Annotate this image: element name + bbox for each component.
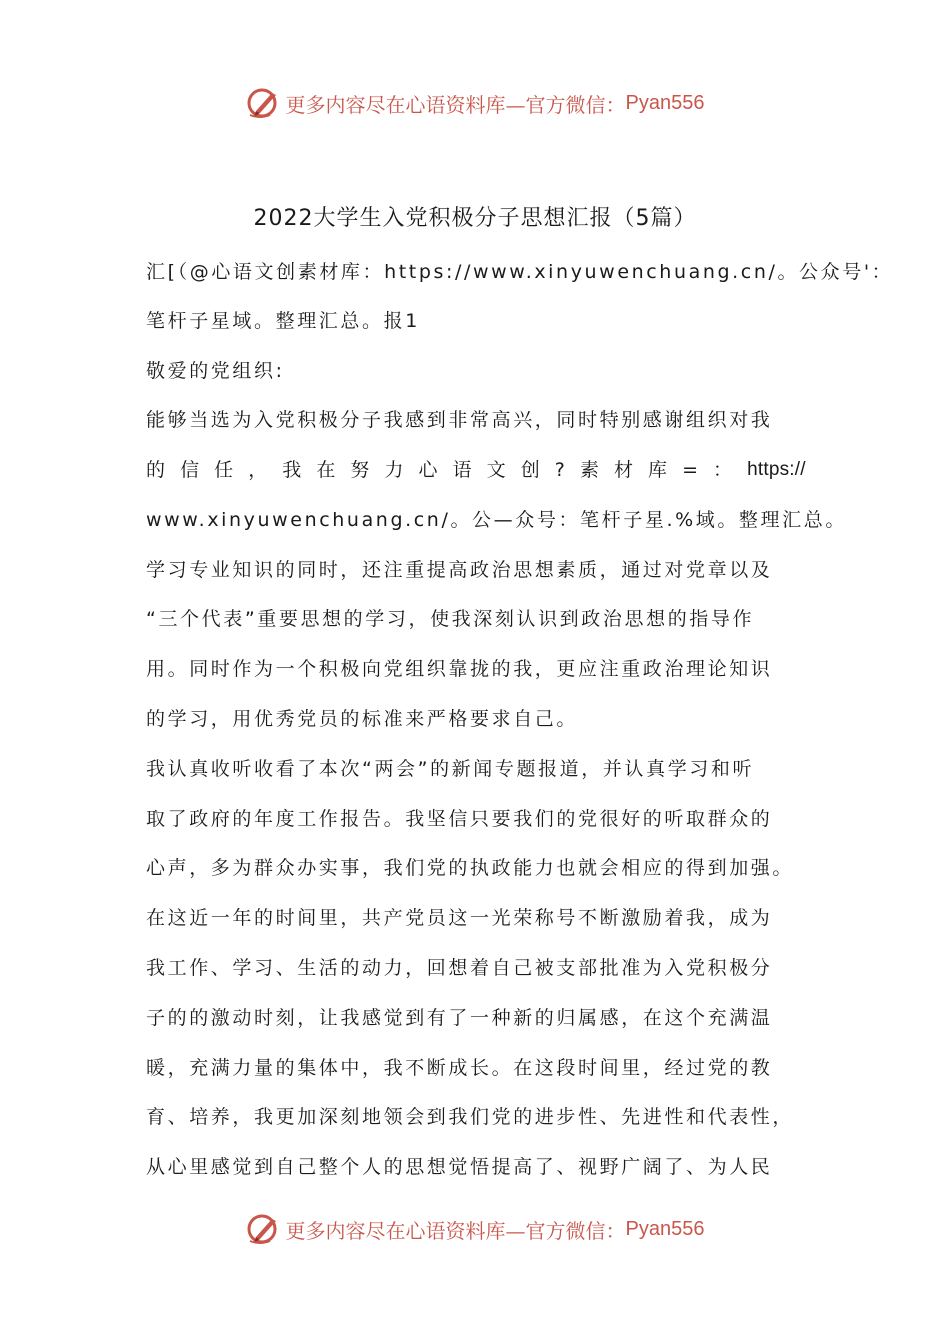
justified-char: 任 bbox=[214, 459, 234, 481]
body-line: 暖，充满力量的集体中，我不断成长。在这段时间里，经过党的教 bbox=[146, 1057, 773, 1079]
justified-char: ? bbox=[554, 459, 565, 481]
body-line: 我工作、学习、生活的动力，回想着自己被支部批准为入党积极分 bbox=[146, 957, 773, 979]
body-line: 心声，多为群众办实事，我们党的执政能力也就会相应的得到加强。 bbox=[146, 857, 795, 879]
justified-char: ， bbox=[248, 459, 268, 481]
justified-char: 素 bbox=[579, 459, 599, 481]
body-line: 敬爱的党组织: bbox=[146, 360, 285, 382]
body-line: 用。同时作为一个积极向党组织靠拢的我，更应注重政治理论知识 bbox=[146, 658, 773, 680]
body-line: 汇[（@心语文创素材库：https://www.xinyuwenchuang.cn/。公众号'： bbox=[146, 261, 894, 283]
body-line-justified bbox=[146, 455, 806, 485]
banner-text: 更多内容尽在心语资料库—官方微信： bbox=[285, 1218, 626, 1243]
body-line: 我认真收听收看了本次“两会”的新闻专题报道，并认真学习和听 bbox=[146, 758, 755, 780]
body-line: www.xinyuwenchuang.cn/。公—众号：笔杆子星.%域。整理汇总。 bbox=[146, 509, 847, 531]
justified-char: 心 bbox=[418, 459, 438, 481]
body-line: 取了政府的年度工作报告。我坚信只要我们的党很好的听取群众的 bbox=[146, 808, 773, 830]
justified-char: 创 bbox=[520, 459, 540, 481]
pen-logo-icon bbox=[246, 1211, 282, 1247]
justified-char: 文 bbox=[486, 459, 506, 481]
body-line: 在这近一年的时间里，共产党员这一光荣称号不断激励着我，成为 bbox=[146, 907, 773, 929]
justified-char: 的 bbox=[146, 459, 166, 481]
justified-char: 库 bbox=[648, 459, 668, 481]
justified-char: https:// bbox=[747, 459, 806, 480]
body-line: 的学习，用优秀党员的标准来严格要求自己。 bbox=[146, 708, 579, 730]
justified-char: = bbox=[682, 459, 698, 481]
banner-wechat-id: Pyan556 bbox=[625, 91, 705, 114]
body-line: 学习专业知识的同时，还注重提高政治思想素质，通过对党章以及 bbox=[146, 559, 773, 581]
justified-char: 我 bbox=[282, 459, 302, 481]
justified-char: 在 bbox=[316, 459, 336, 481]
justified-char: 力 bbox=[384, 459, 404, 481]
body-line: 笔杆子星域。整理汇总。报1 bbox=[146, 310, 420, 332]
banner-wechat-id: Pyan556 bbox=[625, 1217, 705, 1240]
body-line: 育、培养，我更加深刻地领会到我们党的进步性、先进性和代表性， bbox=[146, 1106, 795, 1128]
justified-char: ： bbox=[713, 459, 733, 481]
justified-char: 努 bbox=[350, 459, 370, 481]
justified-char: 信 bbox=[180, 459, 200, 481]
body-line: “三个代表”重要思想的学习，使我深刻认识到政治思想的指导作 bbox=[146, 608, 755, 630]
justified-char: 材 bbox=[613, 459, 633, 481]
banner-text: 更多内容尽在心语资料库—官方微信： bbox=[285, 92, 626, 117]
footer-banner bbox=[0, 1207, 950, 1251]
justified-char: 语 bbox=[452, 459, 472, 481]
body-line: 能够当选为入党积极分子我感到非常高兴，同时特别感谢组织对我 bbox=[146, 409, 773, 431]
body-line: 子的的激动时刻，让我感觉到有了一种新的归属感，在这个充满温 bbox=[146, 1007, 773, 1029]
body-line: 从心里感觉到自己整个人的思想觉悟提高了、视野广阔了、为人民 bbox=[146, 1156, 773, 1178]
document-title: 2022大学生入党积极分子思想汇报（5篇） bbox=[253, 206, 697, 231]
header-banner bbox=[0, 81, 950, 125]
pen-logo-icon bbox=[246, 85, 282, 121]
